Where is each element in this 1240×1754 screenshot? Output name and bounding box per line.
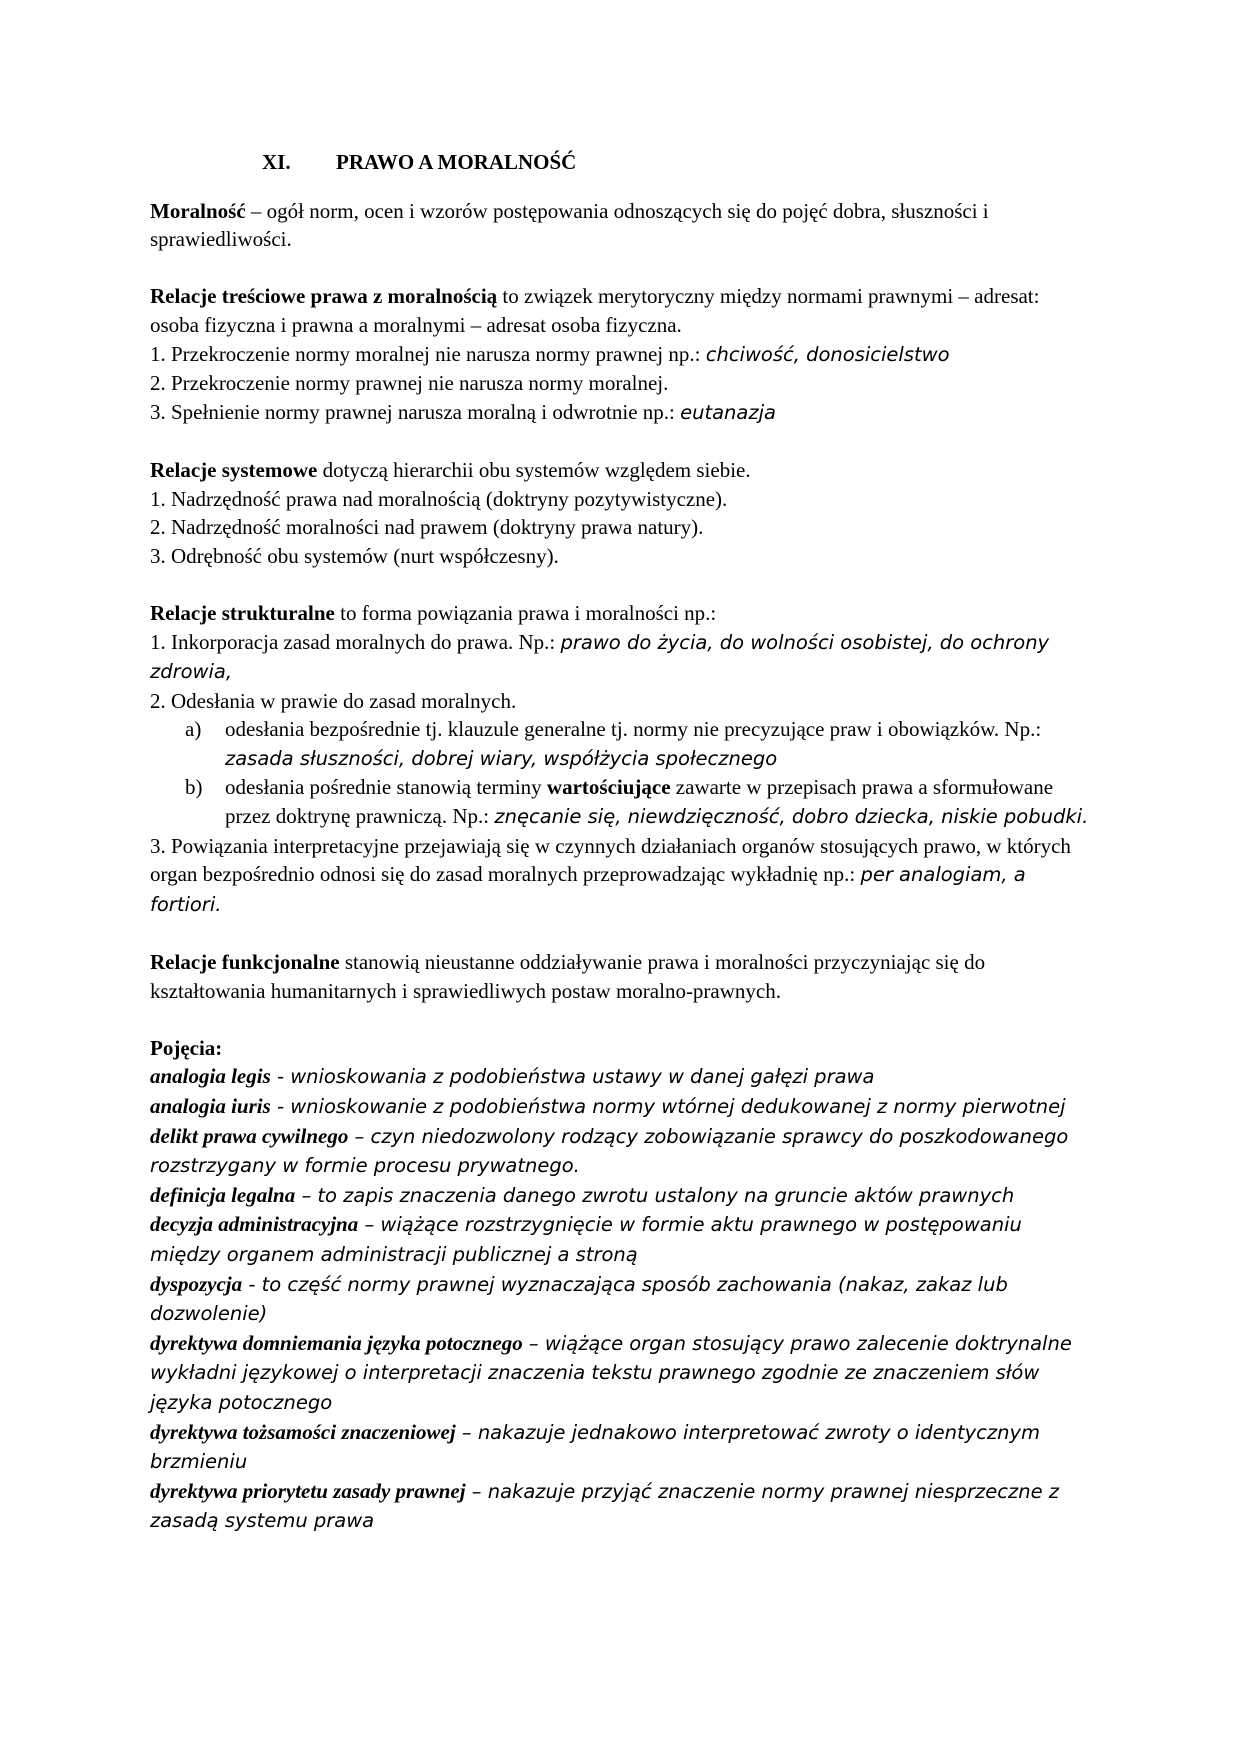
glossary-definition: – czyn niedozwolony rodzący zobowiązanie sprawcy do poszkodowanego rozstrzygany w formie procesu prywatnego. <box>150 1124 1069 1178</box>
glossary-entry <box>150 1418 1090 1477</box>
glossary-definition: - to część normy prawnej wyznaczająca sposób zachowania (nakaz, zakaz lub dozwolenie) <box>150 1272 1008 1326</box>
chapter-number: XI. <box>262 150 291 174</box>
glossary-term: decyzja administracyjna <box>150 1212 359 1237</box>
definition-moralnosc-text: – ogół norm, ocen i wzorów postępowania odnoszących się do pojęć dobra, słuszności i sprawiedliwości. <box>150 198 989 252</box>
sub-item-example: znęcanie się, niewdzięczność, dobro dziecka, niskie pobudki. <box>494 805 1089 829</box>
list-item-example: prawo do życia, do wolności osobistej, do ochrony zdrowia, <box>150 630 1050 684</box>
list-item-example: chciwość, donosicielstwo <box>705 342 950 366</box>
glossary-entry <box>150 1181 1090 1211</box>
sub-item-marker: b) <box>185 775 203 800</box>
glossary-definition: – wiążące organ stosujący prawo zalecenie doktrynalne wykładni językowej o interpretacji znaczenia tekstu prawnego zgodnie ze znaczeniem słów języka potocznego <box>150 1331 1072 1414</box>
glossary-definition: – to zapis znaczenia danego zwrotu ustalony na gruncie aktów prawnych <box>295 1183 1015 1207</box>
list-item: 2. Nadrzędność moralności nad prawem (doktryny prawa natury). <box>150 515 704 540</box>
glossary-entry <box>150 1092 1090 1122</box>
list-item-text: 3. Spełnienie normy prawnej narusza moralną i odwrotnie np.: <box>150 399 681 424</box>
section-strukturalne <box>150 599 1090 628</box>
term-funkcjonalne: Relacje funkcjonalne <box>150 950 340 975</box>
chapter-title: PRAWO A MORALNOŚĆ <box>336 150 577 174</box>
glossary-definition: - wnioskowanie z podobieństwa normy wtórnej dedukowanej z normy pierwotnej <box>270 1095 1066 1118</box>
section-systemowe-text: dotyczą hierarchii obu systemów względem siebie. <box>317 457 751 482</box>
list-item-text: 2. Przekroczenie normy prawnej nie narusza normy moralnej. <box>150 371 669 396</box>
list-item: 1. Nadrzędność prawa nad moralnością (doktryny pozytywistyczne). <box>150 486 728 511</box>
glossary-entry <box>150 1270 1090 1329</box>
list-item-example: eutanazja <box>680 400 776 424</box>
list-item: 3. Odrębność obu systemów (nurt współczesny). <box>150 543 559 568</box>
section-funkcjonalne <box>150 948 1090 1005</box>
list-item: 2. Odesłania w prawie do zasad moralnych. <box>150 688 517 713</box>
glossary-entry <box>150 1062 1090 1092</box>
term-moralnosc: Moralność <box>150 198 246 223</box>
glossary-term: analogia legis <box>150 1064 271 1089</box>
sub-item-body <box>225 773 1090 831</box>
list-item <box>150 628 1090 687</box>
sub-item-a <box>150 715 1090 773</box>
sub-item-body <box>225 715 1090 773</box>
definition-moralnosc <box>150 197 1090 254</box>
list-item <box>150 398 1090 428</box>
glossary-term: dyrektywa priorytetu zasady prawnej <box>150 1478 466 1503</box>
section-funkcjonalne-text: stanowią nieustanne oddziaływanie prawa i moralności przyczyniając się do kształtowania humanitarnych i sprawiedliwych postaw moralno-prawnych. <box>150 950 986 1003</box>
sub-item-text: odesłania bezpośrednie tj. klauzule generalne tj. normy nie precyzujące praw i obowiązków. Np.: <box>225 717 1042 742</box>
sub-item-example: zasada słuszności, dobrej wiary, współżycia społecznego <box>225 746 778 770</box>
section-tresciowe <box>150 282 1090 339</box>
section-strukturalne-text: to forma powiązania prawa i moralności np.: <box>334 600 717 625</box>
term-strukturalne: Relacje strukturalne <box>150 600 335 625</box>
concepts-glossary <box>150 1034 1090 1536</box>
glossary-definition: – wiążące rozstrzygnięcie w formie aktu prawnego w postępowaniu między organem administracji publicznej a stroną <box>150 1213 1022 1266</box>
glossary-definition: – nakazuje jednakowo interpretować zwroty o identycznym brzmieniu <box>150 1420 1041 1474</box>
glossary-term: dyrektywa tożsamości znaczeniowej <box>150 1419 456 1444</box>
list-item-text: 1. Inkorporacja zasad moralnych do prawa. Np.: <box>150 629 561 654</box>
section-tresciowe-text: to związek merytoryczny między normami prawnymi – adresat: osoba fizyczna i prawna a moralnymi – adresat osoba fizyczna. <box>150 284 1040 337</box>
glossary-entry <box>150 1477 1090 1536</box>
term-tresciowe: Relacje treściowe prawa z moralnością <box>150 284 498 309</box>
concepts-heading: Pojęcia: <box>150 1035 223 1060</box>
sub-item-text: odesłania pośrednie stanowią terminy <box>225 775 547 800</box>
glossary-term: dyrektywa domniemania języka potocznego <box>150 1330 523 1355</box>
tresciowe-list <box>150 340 1090 428</box>
glossary-term: analogia iuris <box>150 1094 271 1118</box>
chapter-heading <box>150 148 1090 177</box>
list-item <box>150 369 1090 398</box>
sub-item-marker: a) <box>185 717 202 742</box>
glossary-term: definicja legalna <box>150 1182 296 1207</box>
glossary-term: delikt prawa cywilnego <box>150 1123 349 1148</box>
sub-item-text: zawarte w przepisach prawa a sformułowane przez doktrynę prawniczą. Np.: <box>225 775 1054 829</box>
glossary-entry <box>150 1210 1090 1269</box>
sub-item-b <box>150 773 1090 831</box>
list-item <box>150 832 1090 920</box>
list-item <box>150 340 1090 370</box>
glossary-definition: - wnioskowania z podobieństwa ustawy w danej gałęzi prawa <box>270 1065 875 1089</box>
list-item-text: 1. Przekroczenie normy moralnej nie narusza normy prawnej np.: <box>150 341 706 366</box>
term-systemowe: Relacje systemowe <box>150 457 318 482</box>
glossary-definition: – nakazuje przyjąć znaczenie normy prawnej niesprzeczne z zasadą systemu prawa <box>150 1479 1060 1533</box>
glossary-term: dyspozycja <box>150 1271 243 1296</box>
glossary-entry <box>150 1122 1090 1181</box>
section-systemowe <box>150 456 1090 485</box>
glossary-entry <box>150 1329 1090 1418</box>
list-item-text: 3. Powiązania interpretacyjne przejawiają się w czynnych działaniach organów stosujących prawo, w których organ bezpośrednio odnosi się do zasad moralnych przeprowadzając wykładnię np.: <box>150 833 1071 887</box>
sub-item-emphasis: wartościujące <box>546 775 671 800</box>
list-item-example: per analogiam, a fortiori. <box>150 863 1026 916</box>
